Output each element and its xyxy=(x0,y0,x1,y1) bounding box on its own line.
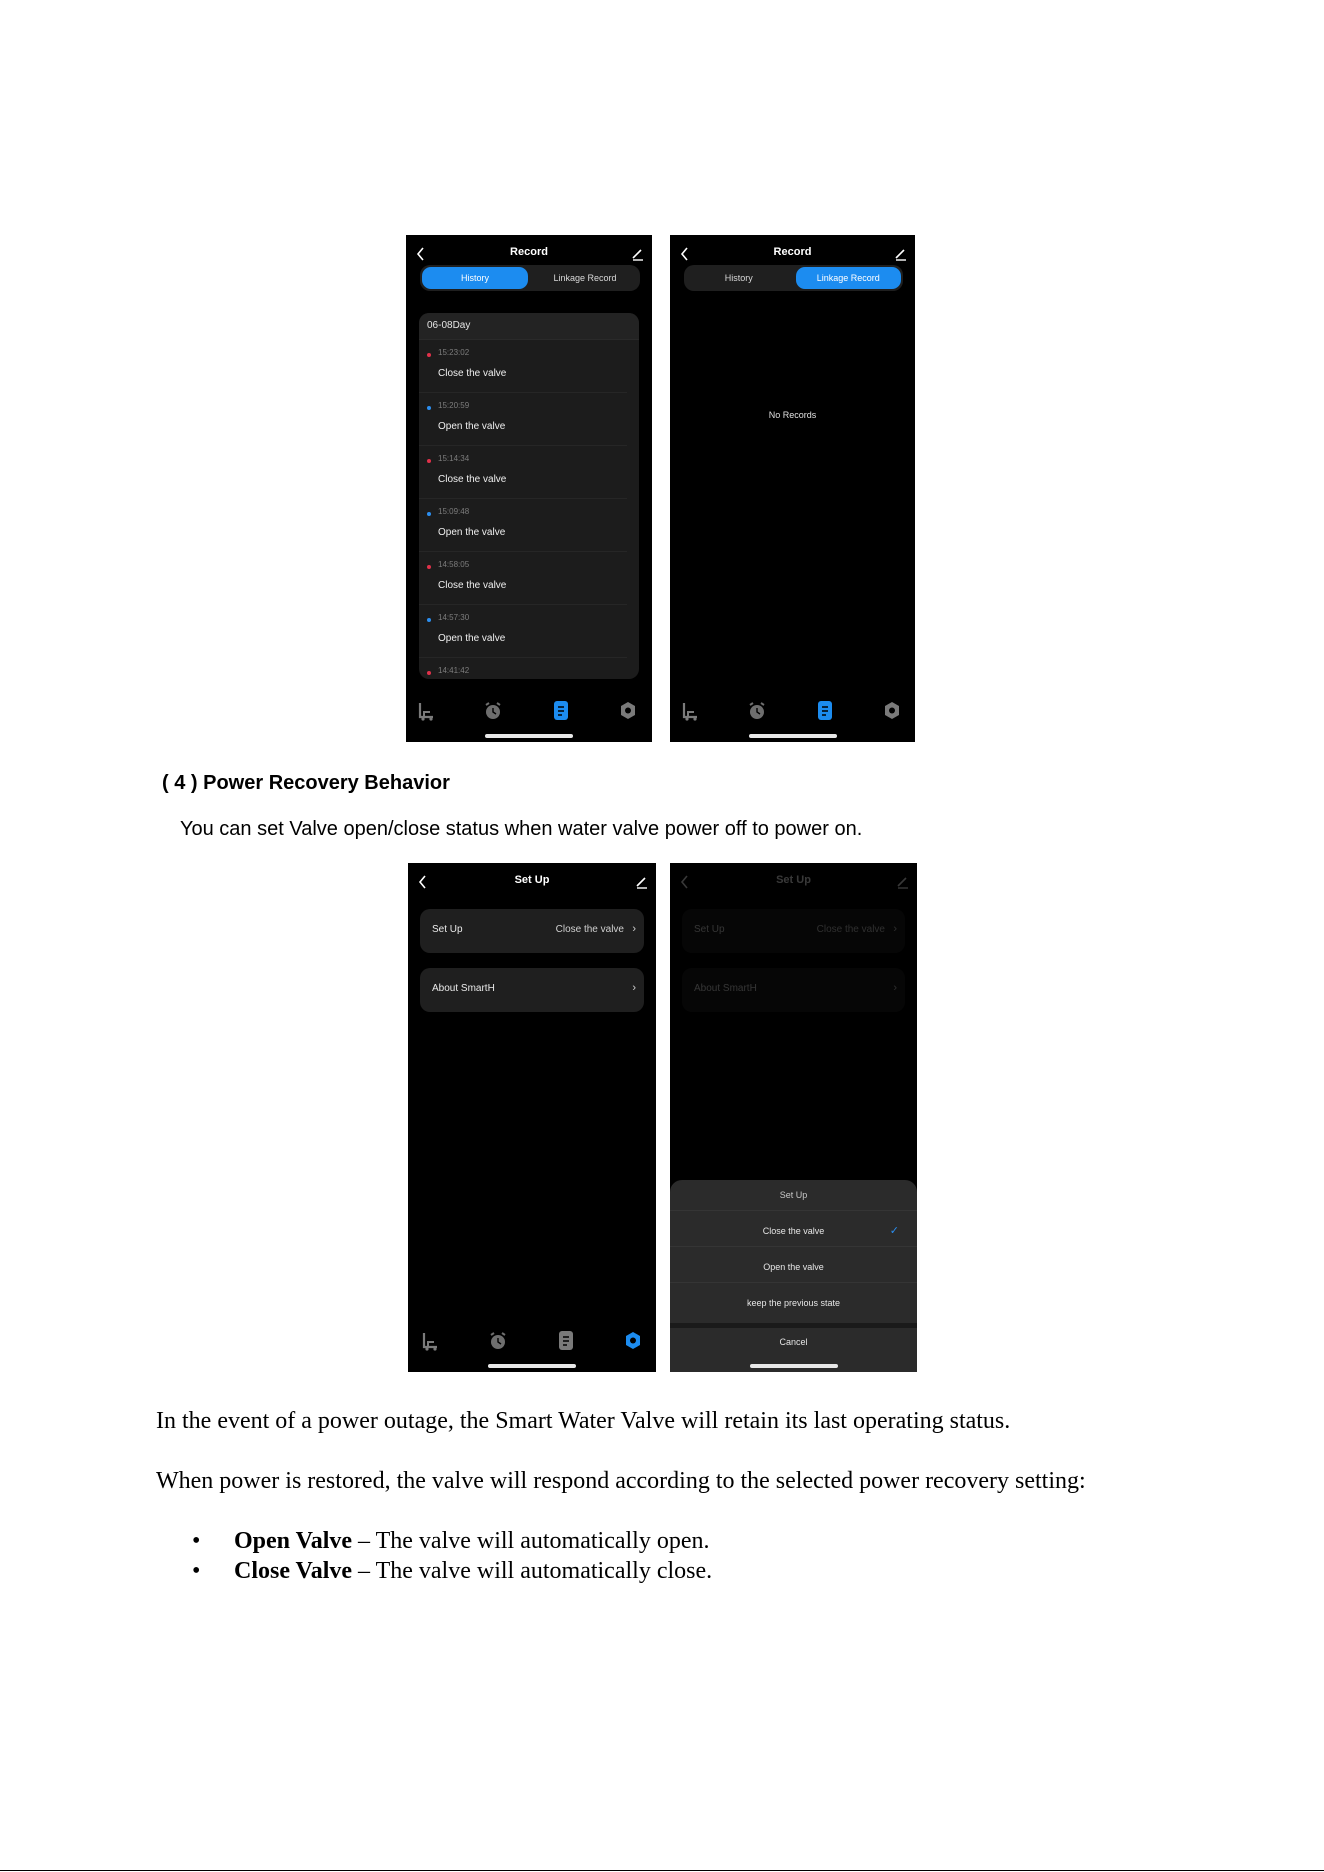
bullet-term: Open Valve xyxy=(234,1528,353,1554)
screen-setup xyxy=(408,863,656,1372)
bullet-dot: • xyxy=(192,1528,201,1554)
divider xyxy=(670,1246,917,1247)
chevron-right-icon: › xyxy=(893,982,897,994)
record-time: 14:58:05 xyxy=(438,560,470,569)
edit-icon[interactable] xyxy=(893,245,909,263)
paragraph-restore: When power is restored, the valve will respond according to the selected power recovery setting: xyxy=(156,1468,1086,1494)
record-time: 15:14:34 xyxy=(438,454,470,463)
record-item xyxy=(419,658,627,679)
tab-linkage-record[interactable]: Linkage Record xyxy=(553,273,617,283)
screen-title: Record xyxy=(510,246,548,258)
record-action: Open the valve xyxy=(438,421,506,432)
checkmark-icon: ✓ xyxy=(889,1225,899,1237)
record-item xyxy=(419,552,627,605)
record-list xyxy=(419,340,639,679)
home-indicator xyxy=(485,734,573,738)
chevron-right-icon: › xyxy=(632,923,636,935)
home-indicator xyxy=(750,1364,838,1368)
page-bottom-rule xyxy=(0,1870,1324,1871)
record-action: Close the valve xyxy=(438,580,507,591)
about-row[interactable] xyxy=(420,968,644,1012)
setup-row-value: Close the valve xyxy=(816,924,885,935)
record-list-card xyxy=(419,313,639,679)
chevron-right-icon: › xyxy=(893,923,897,935)
record-icon[interactable] xyxy=(551,700,571,722)
alarm-clock-icon[interactable] xyxy=(488,1330,508,1352)
bullet-open-valve xyxy=(234,1528,710,1555)
segment-control xyxy=(420,265,640,291)
bullet-desc: – The valve will automatically close. xyxy=(352,1558,713,1584)
bullet-dot: • xyxy=(192,1558,201,1584)
record-time: 14:41:42 xyxy=(438,666,470,675)
setup-row[interactable] xyxy=(420,909,644,953)
setup-row-label: Set Up xyxy=(432,924,463,935)
record-time: 15:09:48 xyxy=(438,507,470,516)
record-action: Close the valve xyxy=(438,474,507,485)
tab-history[interactable]: History xyxy=(724,273,753,283)
chevron-right-icon: › xyxy=(632,982,636,994)
home-indicator xyxy=(488,1364,576,1368)
setup-row-label: Set Up xyxy=(694,924,725,935)
home-indicator xyxy=(749,734,837,738)
setup-row-value: Close the valve xyxy=(555,924,624,935)
header xyxy=(408,871,656,893)
option-close-valve[interactable]: Close the valve xyxy=(762,1226,825,1236)
settings-icon[interactable] xyxy=(618,700,638,722)
valve-icon[interactable] xyxy=(416,700,436,722)
settings-icon[interactable] xyxy=(623,1330,643,1352)
record-item xyxy=(419,393,627,446)
screen-title: Set Up xyxy=(514,874,550,886)
settings-icon[interactable] xyxy=(882,700,902,722)
record-icon[interactable] xyxy=(815,700,835,722)
action-sheet xyxy=(670,1180,917,1372)
status-dot xyxy=(427,406,431,410)
edit-icon[interactable] xyxy=(634,873,650,891)
bottom-tab-bar xyxy=(408,1330,656,1354)
edit-icon[interactable] xyxy=(630,245,646,263)
day-label: 06-08Day xyxy=(419,313,639,340)
screen-title: Set Up xyxy=(776,874,811,886)
valve-icon[interactable] xyxy=(680,700,700,722)
record-item xyxy=(419,446,627,499)
edit-icon xyxy=(895,873,911,891)
segment-control xyxy=(684,265,903,291)
about-row-label: About SmartH xyxy=(432,983,495,994)
sheet-title: Set Up xyxy=(779,1190,808,1200)
status-dot xyxy=(427,618,431,622)
header xyxy=(670,871,917,893)
tab-linkage-record[interactable]: Linkage Record xyxy=(796,267,902,289)
status-dot xyxy=(427,512,431,516)
section-heading: ( 4 ) Power Recovery Behavior xyxy=(162,772,450,794)
status-dot xyxy=(427,565,431,569)
bottom-tab-bar xyxy=(406,700,652,724)
about-row-label: About SmartH xyxy=(694,983,757,994)
status-dot xyxy=(427,459,431,463)
sheet-separator xyxy=(670,1323,917,1328)
intro-text: You can set Valve open/close status when water valve power off to power on. xyxy=(180,818,863,840)
cancel-button[interactable]: Cancel xyxy=(779,1337,808,1347)
divider xyxy=(670,1210,917,1211)
bullet-term: Close Valve xyxy=(234,1558,353,1584)
valve-icon[interactable] xyxy=(420,1330,440,1352)
alarm-clock-icon[interactable] xyxy=(747,700,767,722)
record-time: 15:20:59 xyxy=(438,401,470,410)
divider xyxy=(670,1282,917,1283)
bottom-tab-bar xyxy=(670,700,915,724)
tab-history[interactable]: History xyxy=(422,267,528,289)
record-item xyxy=(419,605,627,658)
about-row xyxy=(682,968,905,1012)
screen-title: Record xyxy=(773,246,812,258)
status-dot xyxy=(427,671,431,675)
screen-record-history xyxy=(406,235,652,742)
status-dot xyxy=(427,353,431,357)
option-keep-previous[interactable]: keep the previous state xyxy=(746,1298,841,1308)
alarm-clock-icon[interactable] xyxy=(483,700,503,722)
record-time: 14:57:30 xyxy=(438,613,470,622)
record-item xyxy=(419,499,627,552)
record-action: Open the valve xyxy=(438,527,506,538)
paragraph-outage: In the event of a power outage, the Smart Water Valve will retain its last operating status. xyxy=(156,1408,1011,1434)
record-time: 15:23:02 xyxy=(438,348,470,357)
record-action: Open the valve xyxy=(438,633,506,644)
header xyxy=(406,243,652,265)
record-action: Close the valve xyxy=(438,368,507,379)
bullet-close-valve xyxy=(234,1558,712,1585)
screen-record-linkage xyxy=(670,235,915,742)
empty-state-text: No Records xyxy=(768,410,817,420)
header xyxy=(670,243,915,265)
option-open-valve[interactable]: Open the valve xyxy=(763,1262,824,1272)
record-icon[interactable] xyxy=(556,1330,576,1352)
bullet-desc: – The valve will automatically open. xyxy=(352,1528,710,1554)
record-item xyxy=(419,340,627,393)
screen-setup-sheet xyxy=(670,863,917,1372)
setup-row xyxy=(682,909,905,953)
